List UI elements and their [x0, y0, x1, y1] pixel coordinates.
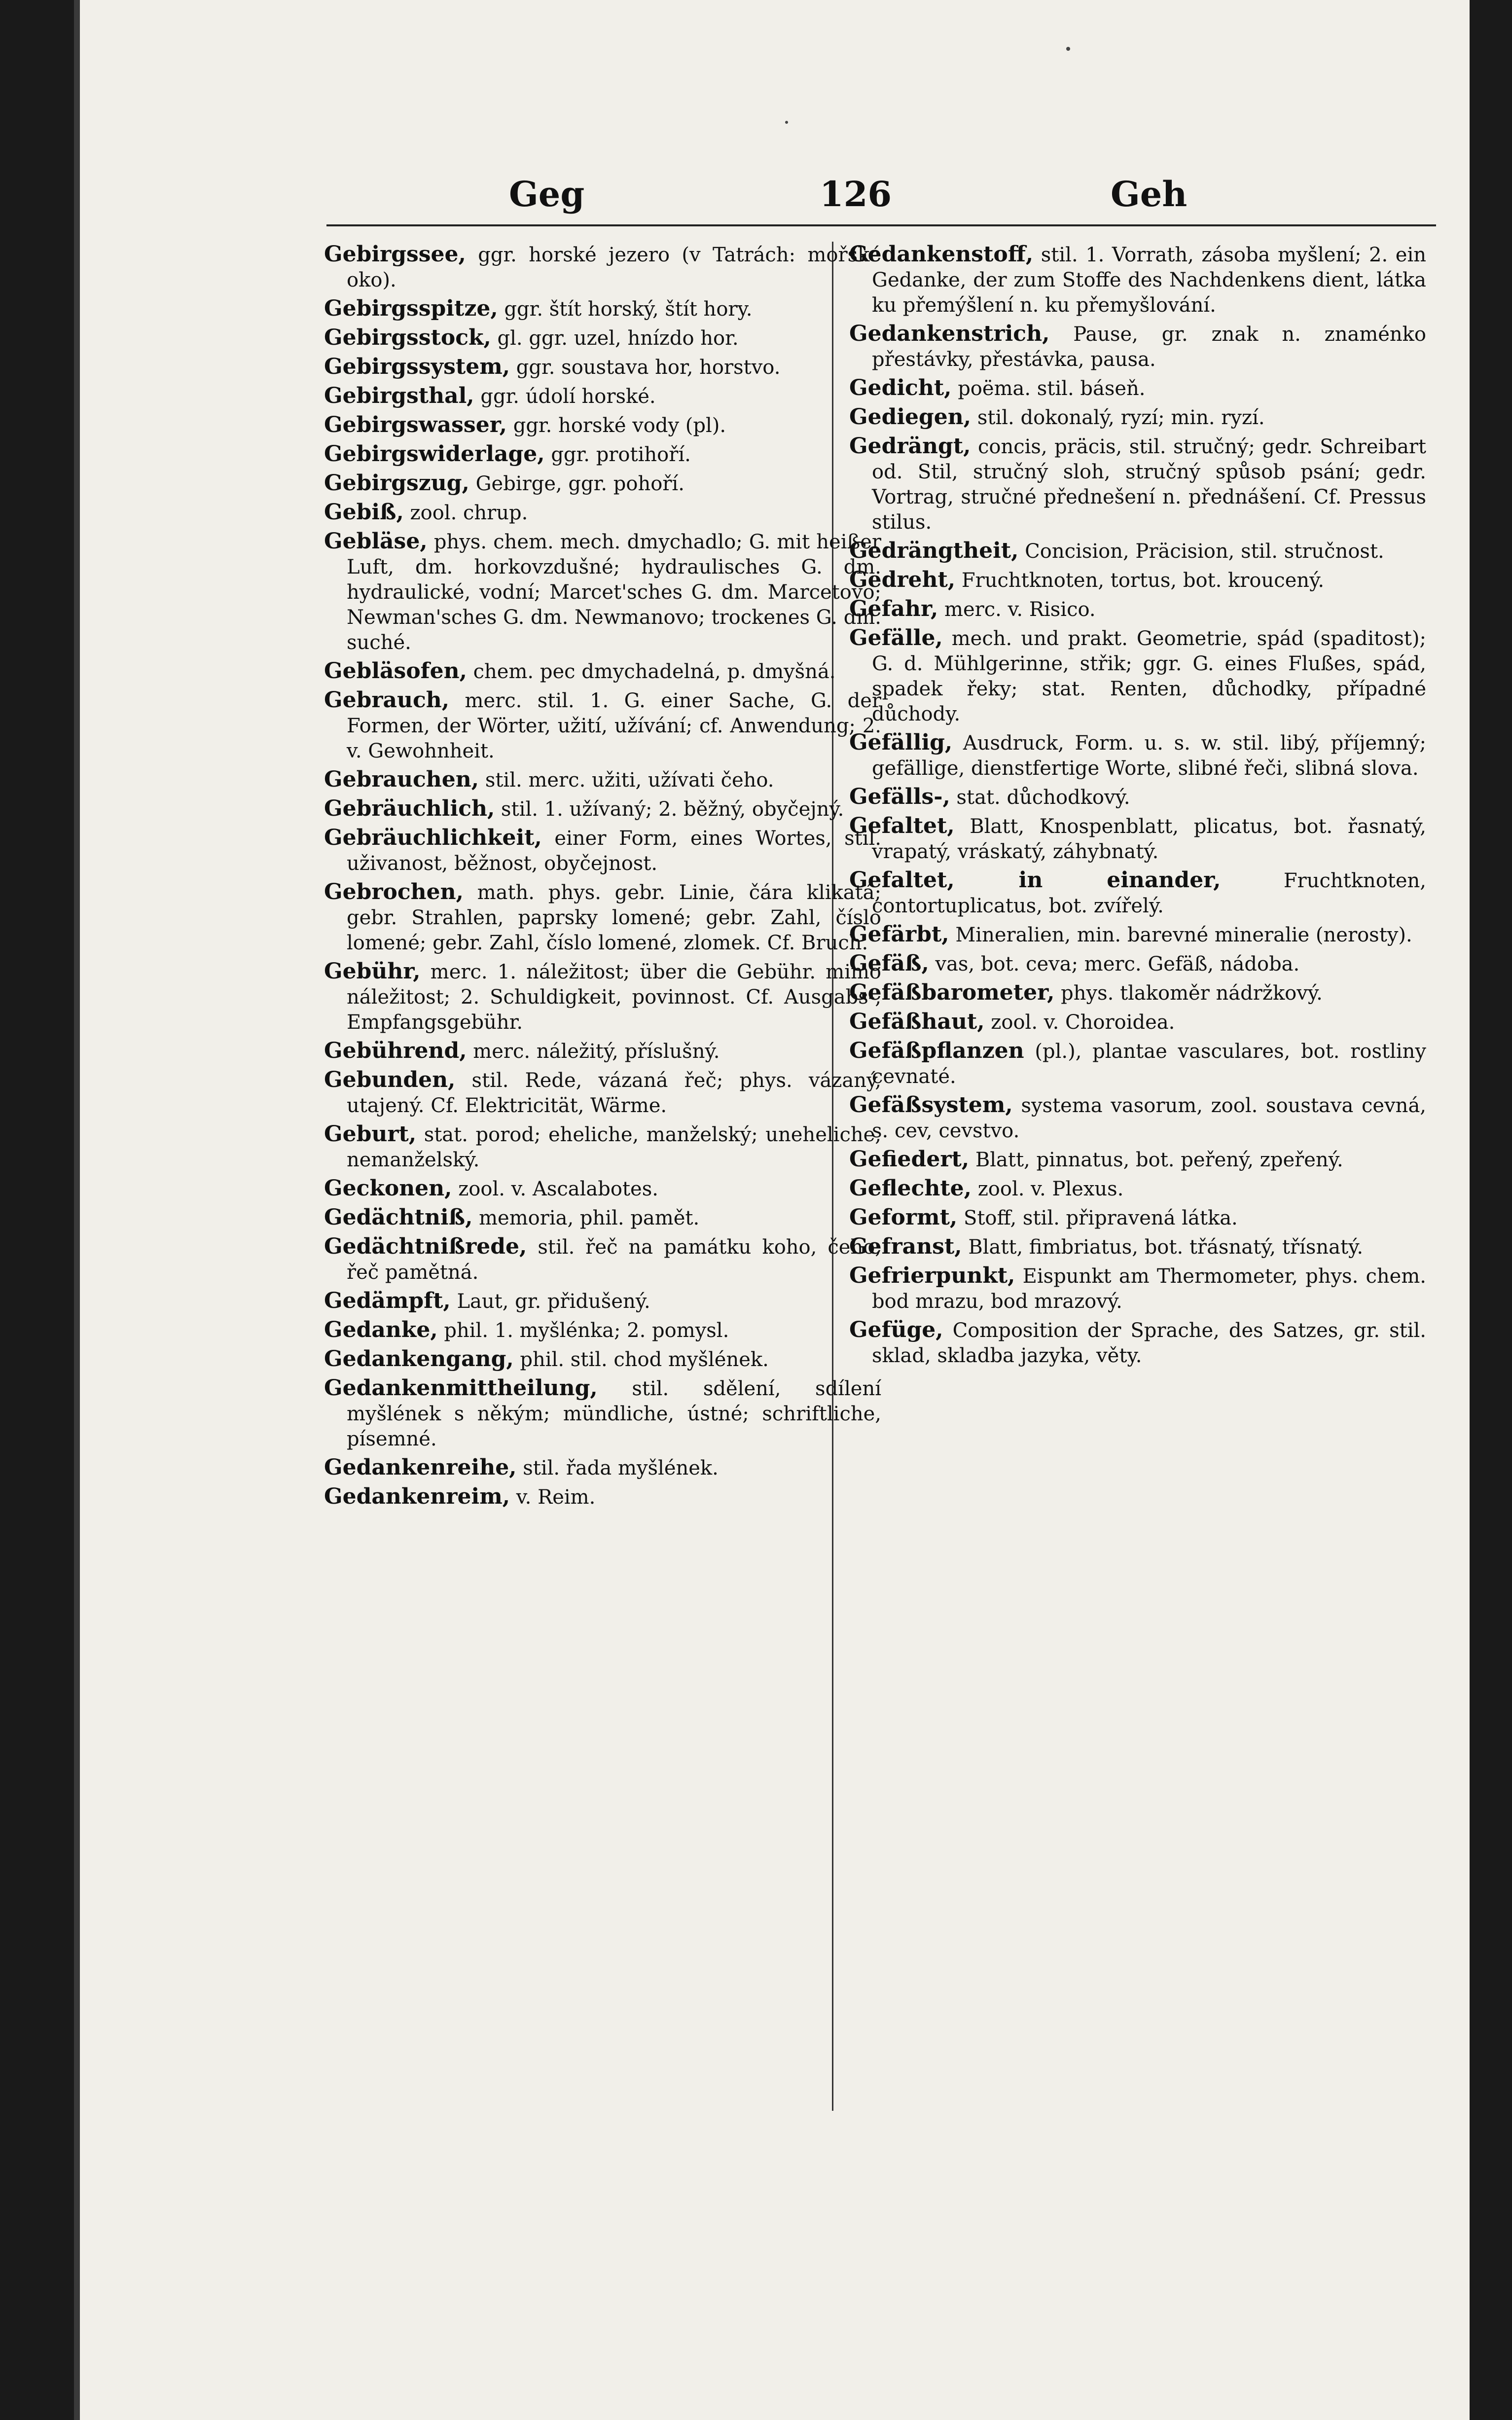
entry-definition: (pl.), plantae vasculares, bot. rostliny cevnaté. [872, 1040, 1426, 1088]
header-rule [326, 224, 1436, 226]
dictionary-entry [324, 1346, 881, 1373]
entry-definition: concis, präcis, stil. stručný; gedr. Schreibart od. Stil, stručný sloh, stručný spůsob psání; gedr. Vortrag, stručné přednešení n. přednášení. Cf. Pressus stilus. [872, 435, 1426, 534]
entry-definition: zool. v. Choroidea. [991, 1011, 1175, 1034]
dictionary-entry [324, 529, 881, 655]
dictionary-entry [849, 1234, 1426, 1260]
entry-definition: stat. porod; eheliche, manželský; uneheliche, nemanželský. [347, 1123, 881, 1171]
dictionary-entry [849, 321, 1426, 372]
dictionary-entry [324, 500, 881, 526]
entry-definition: math. phys. gebr. Linie, čára klikatá; gebr. Strahlen, paprsky lomené; gebr. Zahl, číslo lomené; gebr. Zahl, číslo lomené, zlomek. Cf. Bruch. [347, 881, 881, 954]
entry-headword: Gefaltet, in einander, [849, 867, 1221, 893]
entry-headword: Gebirgszug, [324, 470, 469, 496]
entry-headword: Gebühr, [324, 959, 421, 984]
dictionary-entry [849, 784, 1426, 810]
entry-headword: Gebräuchlichkeit, [324, 825, 542, 850]
entry-headword: Gedrängtheit, [849, 538, 1019, 563]
entry-definition: mech. und prakt. Geometrie, spád (spaditost); G. d. Mühlgerinne, střik; ggr. G. eines Flußes, spád, spadek řeky; stat. Renten, důchodky, případné důchody. [872, 627, 1426, 725]
dictionary-entry [849, 433, 1426, 535]
dictionary-entry [849, 596, 1426, 622]
entry-definition: Mineralien, min. barevné mineralie (nerosty). [955, 924, 1412, 946]
entry-definition: Blatt, fimbriatus, bot. třásnatý, třísnatý. [968, 1236, 1364, 1259]
dictionary-entry [849, 867, 1426, 919]
entry-definition: memoria, phil. pamět. [479, 1207, 700, 1229]
dictionary-entry [849, 730, 1426, 781]
right-column [849, 242, 1426, 1372]
dictionary-entry [324, 1067, 881, 1119]
entry-headword: Geformt, [849, 1205, 958, 1230]
entry-definition: Fruchtknoten, tortus, bot. kroucený. [961, 569, 1325, 592]
dictionary-entry [849, 242, 1426, 318]
entry-definition: ggr. údolí horské. [480, 385, 656, 408]
dictionary-entry [849, 1009, 1426, 1035]
entry-headword: Gedankenmittheilung, [324, 1375, 598, 1401]
entry-headword: Gefällig, [849, 730, 953, 755]
entry-headword: Gefälle, [849, 625, 943, 650]
dictionary-entry [324, 1038, 881, 1064]
entry-definition: stil. dokonalý, ryzí; min. ryzí. [977, 406, 1265, 429]
entry-definition: zool. v. Ascalabotes. [458, 1178, 658, 1200]
dictionary-entry [324, 796, 881, 822]
entry-headword: Gebührend, [324, 1038, 467, 1063]
dictionary-entry [849, 375, 1426, 401]
dictionary-entry [324, 825, 881, 876]
entry-definition: stil. merc. užiti, užívati čeho. [485, 769, 774, 792]
entry-headword: Gebirgsthal, [324, 383, 474, 408]
entry-headword: Gefäß, [849, 951, 929, 976]
entry-definition: Composition der Sprache, des Satzes, gr. stil. sklad, skladba jazyka, věty. [872, 1319, 1426, 1367]
entry-headword: Gedankenreim, [324, 1484, 510, 1509]
dictionary-entry [849, 980, 1426, 1006]
dictionary-entry [849, 1176, 1426, 1202]
dictionary-entry [849, 1092, 1426, 1144]
entry-definition: stat. důchodkový. [956, 786, 1130, 809]
right-running-head: Geh [1111, 174, 1188, 215]
entry-headword: Gebirgssee, [324, 242, 466, 267]
entry-definition: merc. stil. 1. G. einer Sache, G. der Formen, der Wörter, užití, užívání; cf. Anwendung; 2. v. Gewohnheit. [347, 689, 881, 762]
entry-headword: Gedächtnißrede, [324, 1234, 527, 1259]
entry-headword: Gefäßhaut, [849, 1009, 985, 1034]
dictionary-entry [324, 879, 881, 956]
entry-definition: poëma. stil. báseň. [958, 377, 1146, 400]
dictionary-entry [324, 412, 881, 438]
entry-headword: Gefrierpunkt, [849, 1263, 1015, 1288]
entry-definition: Gebirge, ggr. pohoří. [475, 472, 684, 495]
page-speck [785, 121, 788, 124]
entry-definition: Stoff, stil. připravená látka. [963, 1207, 1238, 1229]
dictionary-entry [849, 1317, 1426, 1369]
entry-headword: Gedicht, [849, 375, 952, 400]
dictionary-entry [324, 1121, 881, 1173]
entry-headword: Gefäßbarometer, [849, 980, 1055, 1005]
dictionary-entry [324, 1176, 881, 1202]
dictionary-entry [324, 325, 881, 351]
entry-definition: einer Form, eines Wortes, stil. uživanost, běžnost, obyčejnost. [347, 827, 881, 875]
entry-definition: Ausdruck, Form. u. s. w. stil. libý, příjemný; gefällige, dienstfertige Worte, slibné řeči, slibná slova. [872, 732, 1426, 780]
entry-definition: zool. chrup. [410, 502, 528, 524]
dictionary-entry [324, 354, 881, 380]
page-number: 126 [820, 174, 892, 215]
dictionary-entry [324, 1484, 881, 1510]
dictionary-entry [324, 1455, 881, 1481]
dictionary-entry [324, 658, 881, 685]
dictionary-entry [324, 1234, 881, 1285]
entry-headword: Gefiedert, [849, 1147, 970, 1172]
entry-definition: vas, bot. ceva; merc. Gefäß, nádoba. [935, 953, 1300, 975]
dictionary-entry [324, 767, 881, 793]
entry-headword: Gedämpft, [324, 1288, 451, 1313]
entry-headword: Gedankenreihe, [324, 1455, 517, 1480]
entry-definition: ggr. horské jezero (v Tatrách: mořské oko). [347, 244, 882, 291]
dictionary-entry [324, 1205, 881, 1231]
entry-definition: phys. chem. mech. dmychadlo; G. mit heißer Luft, dm. horkovzdušné; hydraulisches G. dm. hydraulické, vodní; Marcet'sches G. dm. Marcetovo; Newman'sches G. dm. Newmanovo; trockenes G. dm. suché. [347, 531, 881, 654]
entry-definition: systema vasorum, zool. soustava cevná, s. cev, cevstvo. [872, 1094, 1427, 1142]
dictionary-entry [849, 1147, 1426, 1173]
dictionary-entry [324, 687, 881, 764]
page-header [80, 174, 1470, 223]
entry-headword: Geflechte, [849, 1176, 972, 1201]
entry-definition: Fruchtknoten, contortuplicatus, bot. zvířelý. [872, 869, 1426, 917]
dictionary-entry [324, 1317, 881, 1343]
dictionary-entry [324, 383, 881, 409]
page-speck [1066, 47, 1070, 51]
entry-headword: Gedanke, [324, 1317, 438, 1342]
dictionary-entry [324, 959, 881, 1035]
entry-definition: stil. řada myšlének. [523, 1457, 719, 1480]
entry-definition: v. Reim. [516, 1486, 596, 1509]
entry-definition: stil. 1. užívaný; 2. běžný, obyčejný. [501, 798, 844, 821]
dictionary-entry [324, 1375, 881, 1452]
entry-headword: Gebirgswasser, [324, 412, 507, 437]
dictionary-entry [324, 470, 881, 497]
entry-headword: Gefüge, [849, 1317, 943, 1342]
entry-headword: Gebiß, [324, 500, 404, 525]
entry-headword: Gedankenstrich, [849, 321, 1050, 346]
entry-headword: Gefahr, [849, 596, 938, 621]
entry-definition: gl. ggr. uzel, hnízdo hor. [497, 327, 739, 350]
entry-definition: ggr. soustava hor, horstvo. [516, 356, 781, 379]
dictionary-entry [849, 1205, 1426, 1231]
entry-headword: Gefäßpflanzen [849, 1038, 1024, 1063]
entry-definition: stil. sdělení, sdílení myšlének s někým; mündliche, ústné; schriftliche, písemné. [347, 1377, 881, 1450]
entry-definition: Blatt, Knospenblatt, plicatus, bot. řasnatý, vrapatý, vráskatý, záhybnatý. [872, 815, 1427, 863]
entry-headword: Gedrängt, [849, 433, 971, 459]
entry-definition: phil. stil. chod myšlének. [520, 1348, 769, 1371]
entry-headword: Gebirgsstock, [324, 325, 491, 350]
dictionary-entry [849, 625, 1426, 727]
entry-headword: Gedreht, [849, 567, 956, 592]
entry-definition: zool. v. Plexus. [977, 1178, 1124, 1200]
entry-headword: Gebläse, [324, 529, 428, 554]
entry-headword: Gebirgswiderlage, [324, 441, 545, 467]
entry-definition: chem. pec dmychadelná, p. dmyšná. [473, 660, 836, 683]
entry-headword: Gebirgsspitze, [324, 296, 498, 321]
entry-definition: merc. 1. náležitost; über die Gebühr. mimo náležitost; 2. Schuldigkeit, povinnost. Cf. Ausgabs-, Empfangsgebühr. [347, 961, 881, 1034]
dictionary-entry [849, 567, 1426, 593]
entry-definition: Eispunkt am Thermometer, phys. chem. bod mrazu, bod mrazový. [872, 1265, 1426, 1313]
entry-headword: Gediegen, [849, 404, 972, 430]
dictionary-entry [849, 951, 1426, 977]
dictionary-entry [849, 922, 1426, 948]
entry-headword: Gedankenstoff, [849, 242, 1034, 267]
dictionary-page [74, 0, 1470, 2420]
entry-definition: stil. řeč na památku koho, čeho, řeč pamětná. [347, 1236, 881, 1284]
entry-headword: Gebrauchen, [324, 767, 479, 792]
entry-headword: Gefaltet, [849, 813, 955, 838]
dictionary-entry [849, 404, 1426, 431]
entry-headword: Gebrochen, [324, 879, 464, 904]
dictionary-entry [849, 1263, 1426, 1314]
entry-headword: Gedankengang, [324, 1346, 514, 1372]
dictionary-entry [849, 1038, 1426, 1089]
entry-definition: stil. 1. Vorrath, zásoba myšlení; 2. ein Gedanke, der zum Stoffe des Nachdenkens dient, látka ku přemýšlení n. ku přemyšlování. [872, 244, 1427, 317]
entry-definition: Laut, gr. přidušený. [457, 1290, 650, 1313]
entry-definition: Concision, Präcision, stil. stručnost. [1025, 540, 1384, 563]
entry-definition: merc. v. Risico. [944, 598, 1096, 621]
dictionary-entry [324, 1288, 881, 1314]
dictionary-entry [849, 813, 1426, 865]
entry-definition: stil. Rede, vázaná řeč; phys. vázaný, utajený. Cf. Elektricität, Wärme. [347, 1069, 881, 1117]
entry-headword: Gebläsofen, [324, 658, 467, 684]
entry-definition: merc. náležitý, příslušný. [473, 1040, 720, 1063]
dictionary-entry [324, 296, 881, 322]
entry-headword: Gefälls-, [849, 784, 950, 809]
entry-definition: Pause, gr. znak n. znaménko přestávky, přestávka, pausa. [872, 323, 1426, 371]
entry-headword: Gebirgssystem, [324, 354, 510, 379]
entry-definition: ggr. horské vody (pl). [513, 414, 726, 437]
dictionary-entry [849, 538, 1426, 564]
entry-headword: Geburt, [324, 1121, 417, 1147]
entry-definition: ggr. štít horský, štít hory. [504, 298, 753, 321]
entry-definition: phil. 1. myšlénka; 2. pomysl. [444, 1319, 729, 1342]
left-column [324, 242, 881, 1513]
entry-headword: Gebunden, [324, 1067, 456, 1092]
entry-headword: Gebrauch, [324, 687, 450, 713]
left-running-head: Geg [509, 174, 585, 215]
entry-headword: Gefranst, [849, 1234, 962, 1259]
entry-definition: Blatt, pinnatus, bot. peřený, zpeřený. [975, 1149, 1343, 1171]
entry-headword: Geckonen, [324, 1176, 452, 1201]
entry-definition: phys. tlakoměr nádržkový. [1061, 982, 1323, 1005]
entry-definition: ggr. protihoří. [551, 443, 691, 466]
entry-headword: Gebräuchlich, [324, 796, 495, 821]
dictionary-entry [324, 242, 881, 293]
dictionary-entry [324, 441, 881, 468]
entry-headword: Gefärbt, [849, 922, 949, 947]
entry-headword: Gedächtniß, [324, 1205, 473, 1230]
entry-headword: Gefäßsystem, [849, 1092, 1013, 1118]
